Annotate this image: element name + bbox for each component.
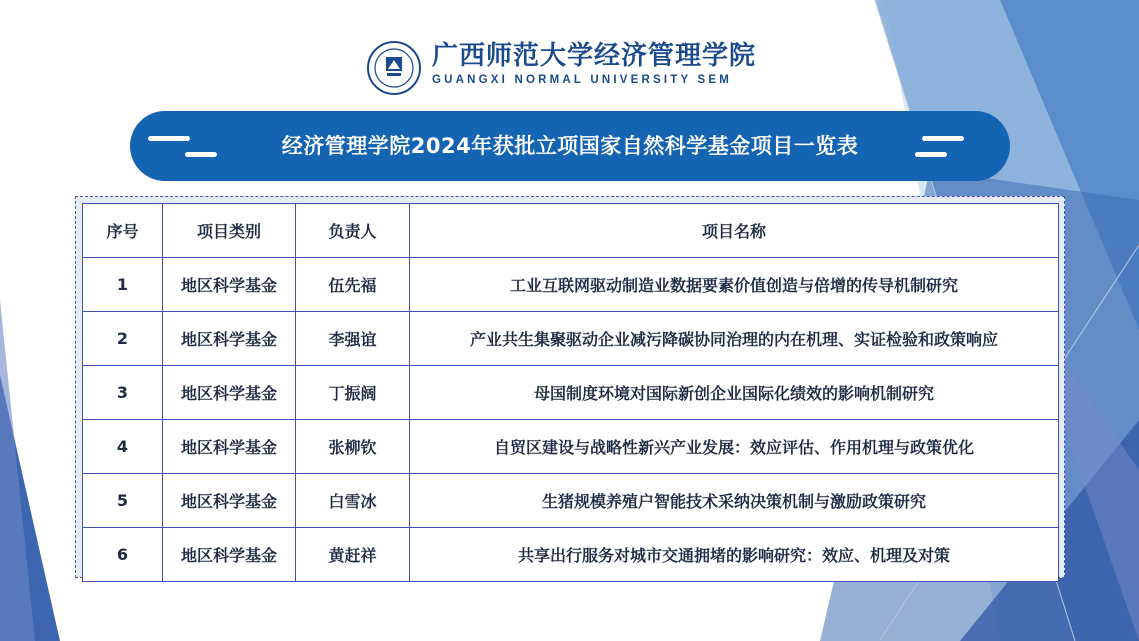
university-seal-icon [366,40,422,96]
header-category: 项目类别 [163,204,296,258]
decor-dash [922,136,964,141]
table-row [83,474,1059,528]
cell-project-name: 母国制度环境对国际新创企业国际化绩效的影响机制研究 [410,366,1059,420]
table-row [83,366,1059,420]
cell-index: 1 [83,258,163,312]
cell-leader: 丁振阔 [296,366,410,420]
cell-leader: 伍先福 [296,258,410,312]
table-row [83,312,1059,366]
cell-category: 地区科学基金 [163,420,296,474]
cell-category: 地区科学基金 [163,312,296,366]
cell-index: 5 [83,474,163,528]
decor-dash [915,152,947,157]
brand-english-name: GUANGXI NORMAL UNIVERSITY SEM [432,74,733,86]
page-title: 经济管理学院2024年获批立项国家自然科学基金项目一览表 [281,134,859,158]
header-index: 序号 [83,204,163,258]
cell-category: 地区科学基金 [163,258,296,312]
cell-category: 地区科学基金 [163,366,296,420]
brand-chinese-name: 广西师范大学经济管理学院 [432,41,757,71]
project-table-container [75,196,1065,578]
university-brand [432,40,756,86]
cell-project-name: 共享出行服务对城市交通拥堵的影响研究：效应、机理及对策 [410,528,1059,582]
header-project-name: 项目名称 [410,204,1059,258]
cell-leader: 黄赶祥 [296,528,410,582]
cell-leader: 张柳钦 [296,420,410,474]
cell-index: 3 [83,366,163,420]
cell-category: 地区科学基金 [163,474,296,528]
cell-project-name: 工业互联网驱动制造业数据要素价值创造与倍增的传导机制研究 [410,258,1059,312]
title-banner [130,111,1010,181]
header-leader: 负责人 [296,204,410,258]
cell-project-name: 生猪规模养殖户智能技术采纳决策机制与激励政策研究 [410,474,1059,528]
cell-leader: 李强谊 [296,312,410,366]
cell-index: 4 [83,420,163,474]
cell-leader: 白雪冰 [296,474,410,528]
table-row [83,420,1059,474]
cell-project-name: 自贸区建设与战略性新兴产业发展：效应评估、作用机理与政策优化 [410,420,1059,474]
cell-project-name: 产业共生集聚驱动企业减污降碳协同治理的内在机理、实证检验和政策响应 [410,312,1059,366]
table-row [83,258,1059,312]
table-row [83,528,1059,582]
cell-index: 2 [83,312,163,366]
cell-index: 6 [83,528,163,582]
project-table [82,203,1059,582]
table-header-row [83,204,1059,258]
cell-category: 地区科学基金 [163,528,296,582]
